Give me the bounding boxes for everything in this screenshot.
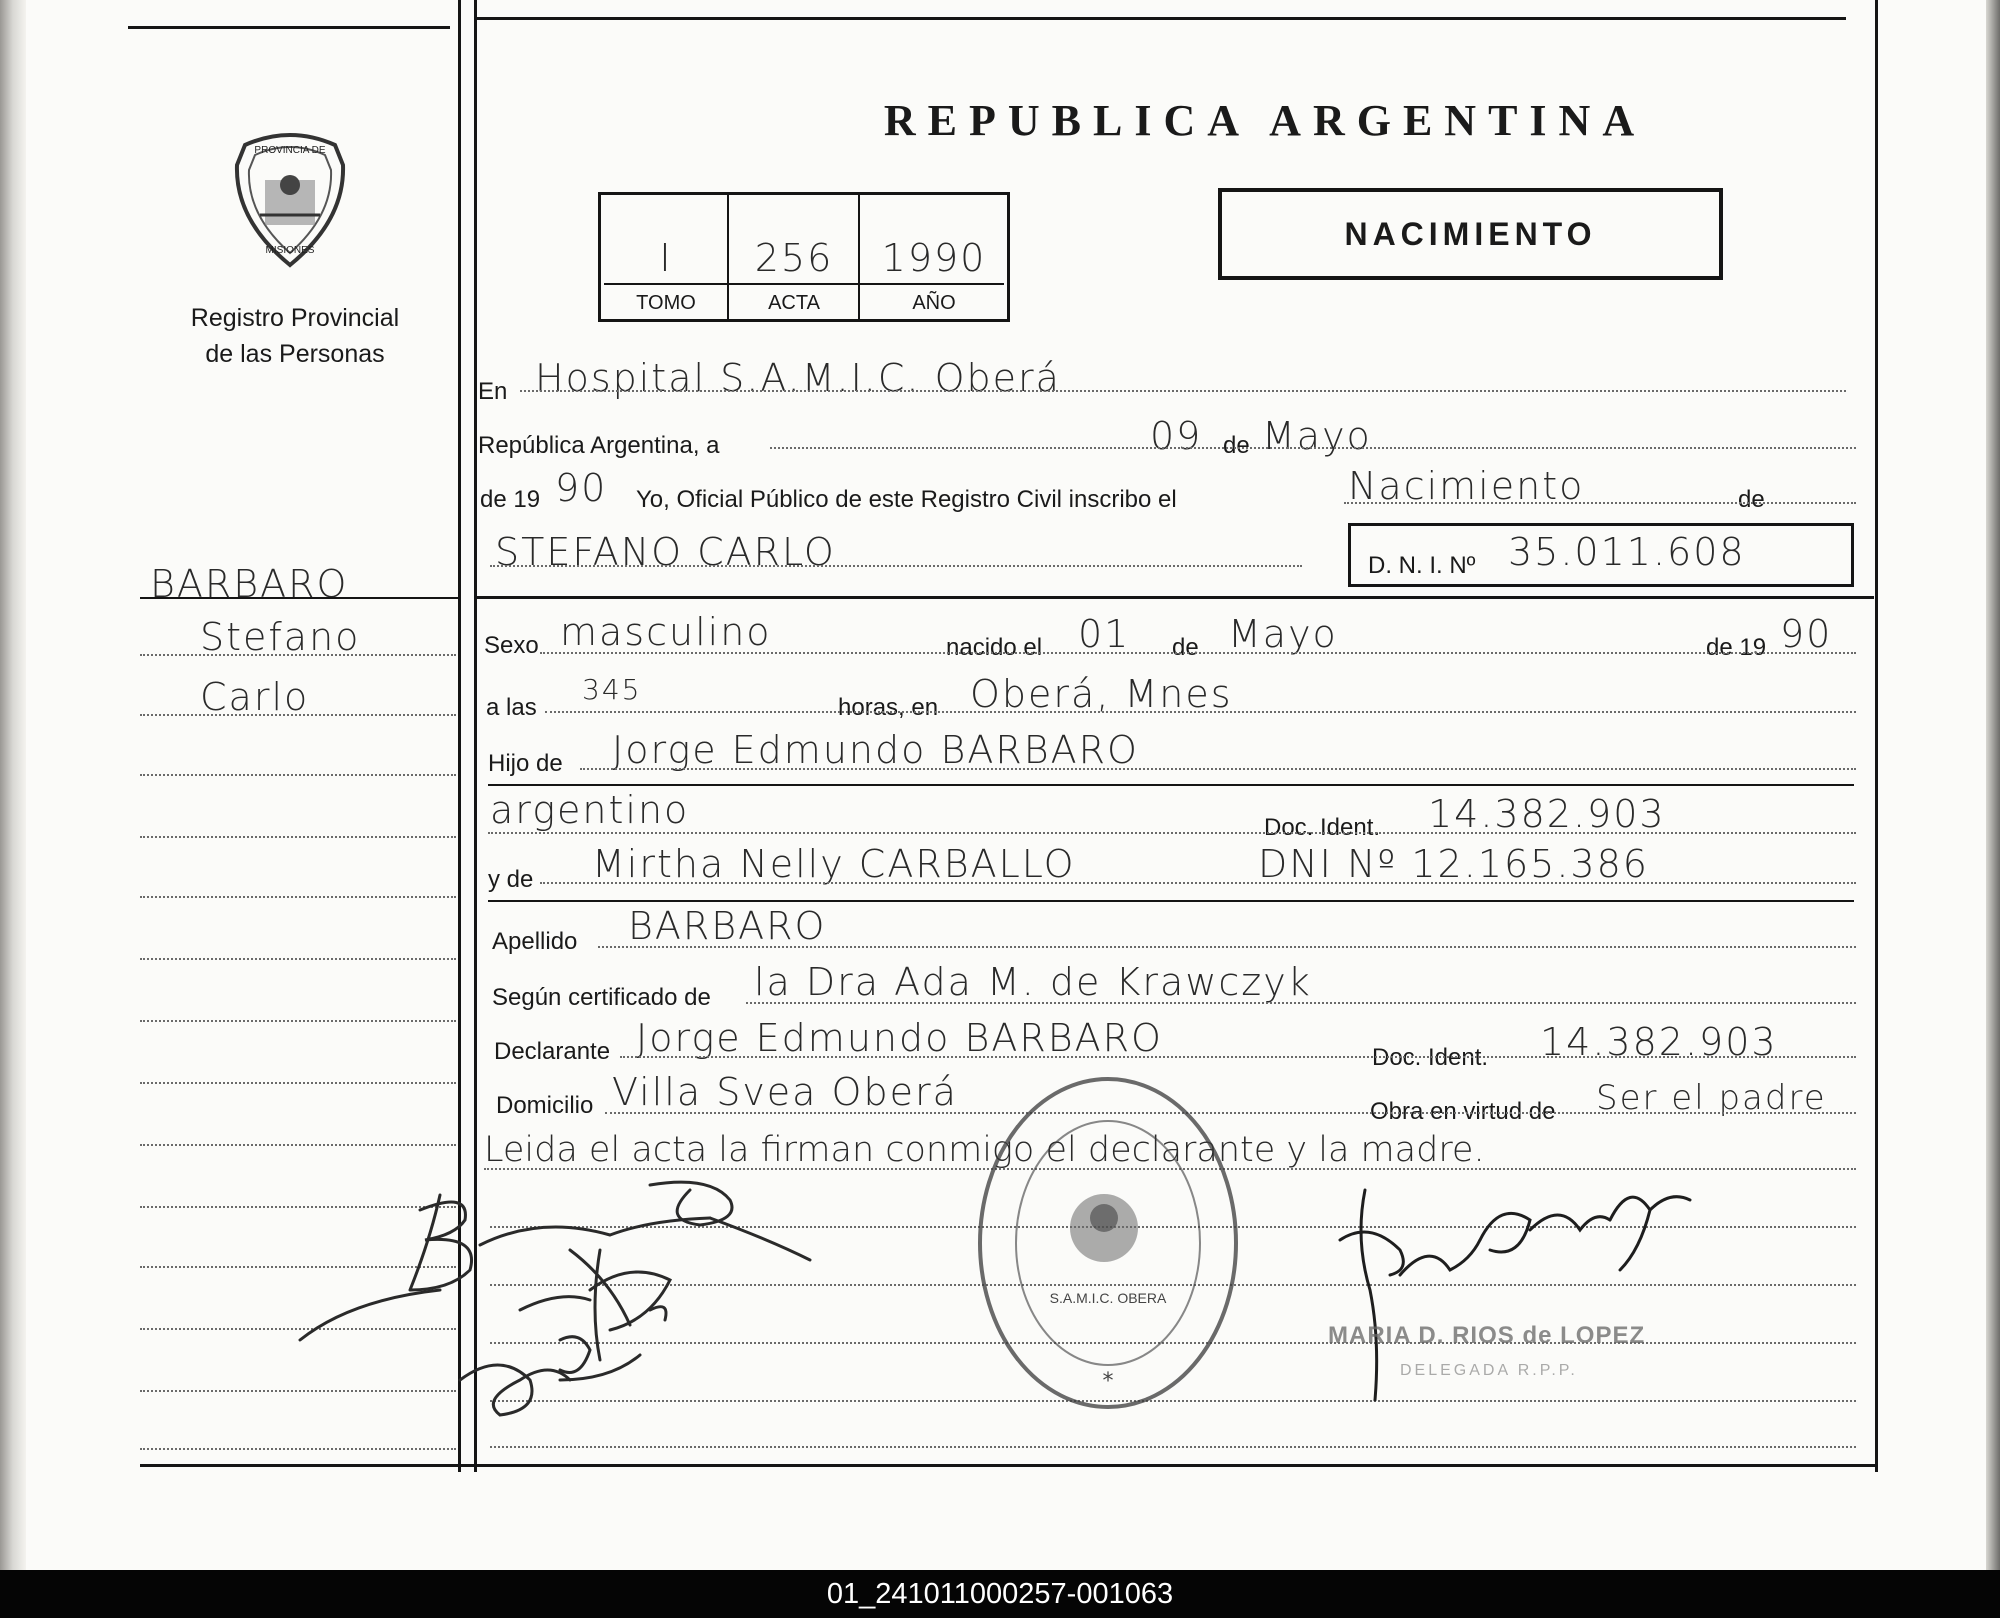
republica-label: República Argentina, a [478,432,720,459]
madre-value[interactable]: Mirtha Nelly CARBALLO [592,842,1076,886]
segun-value[interactable]: la Dra Ada M. de Krawczyk [754,960,1312,1004]
margin-rule [140,774,456,776]
hijo-label: Hijo de [488,750,563,777]
segun-line [746,1002,1856,1004]
registry-name [150,300,440,372]
padre-value[interactable]: Jorge Edmundo BARBARO [612,728,1139,772]
padre-nacionalidad[interactable]: argentino [490,788,690,832]
segun-label: Según certificado de [492,984,711,1011]
de-label: de [1223,432,1250,459]
dni-value[interactable]: 35.011.608 [1508,530,1746,574]
hora-value[interactable]: 345 [582,673,642,706]
margin-rule [140,714,456,716]
nacido-year-prefix: de 19 [1706,634,1767,661]
child-name[interactable]: STEFANO CARLO [495,530,836,574]
year-prefix: de 19 [480,486,541,513]
registry-seal-icon [968,1068,1248,1418]
sexo-label: Sexo [484,632,539,659]
sexo-line [540,652,1856,654]
doc-ident-label: Doc. Ident. [1264,814,1381,841]
obra-label: Obra en virtud de [1370,1098,1556,1125]
doc-ident-label2: Doc. Ident. [1372,1044,1489,1071]
svg-text:*: * [1102,1369,1114,1394]
top-rule-left [128,26,450,29]
declarante-label: Declarante [494,1038,611,1065]
nacido-year-suffix[interactable]: 90 [1780,612,1833,656]
horas-label: horas, en [838,694,939,721]
form-right-border [1875,0,1878,1472]
nacido-day[interactable]: 01 [1078,612,1131,656]
official-signature [1330,1180,1750,1420]
official-stamp-name: MARIA D. RIOS de LOPEZ [1328,1322,1646,1349]
margin-rule [140,896,456,898]
lugar-value[interactable]: Oberá, Mnes [970,672,1233,716]
top-rule-right [474,17,1846,20]
madre-line [540,882,1856,884]
acta-label: ACTA [768,292,820,314]
en-line [520,390,1846,392]
page-edge [1986,0,2000,1570]
tomo-value: I [659,236,673,280]
inscribo-line [1344,502,1856,504]
en-label: En [478,378,508,405]
misiones-crest-icon [225,125,355,275]
en-value[interactable]: Hospital S.A.M.I.C. Oberá [535,356,1061,400]
margin-given1: Stefano [200,615,361,659]
apellido-value[interactable]: BARBARO [628,904,827,948]
registry-line2: de las Personas [205,340,385,368]
a-las-label: a las [486,694,537,721]
inscribo-value[interactable]: Nacimiento [1348,464,1585,508]
official-stamp-title: DELEGADA R.P.P. [1400,1362,1578,1379]
nac-line [488,832,1856,834]
nacido-label: nacido el [946,634,1043,661]
day-value[interactable]: 09 [1150,414,1203,458]
yo-text: Yo, Oficial Público de este Registro Civil inscribo el [636,486,1177,513]
seal-inner-text: S.A.M.I.C. OBERA [1049,1290,1167,1306]
domicilio-label: Domicilio [496,1092,594,1119]
record-box-rule [604,283,1004,285]
madre-doc[interactable]: DNI Nº 12.165.386 [1258,842,1649,886]
sexo-value[interactable]: masculino [560,610,772,654]
section-rule-1 [474,596,1874,599]
date-line [770,447,1856,449]
crest-text-top: PROVINCIA DE [254,145,326,156]
page-title: REPUBLICA ARGENTINA [883,96,1647,145]
document-type-badge: NACIMIENTO [1218,188,1723,280]
apellido-label: Apellido [492,928,578,955]
anio-label: AÑO [912,292,956,314]
declarante-line [620,1056,1856,1058]
declarant-signatures [290,1180,940,1470]
padre-rule [488,784,1854,786]
domicilio-value[interactable]: Villa Svea Oberá [612,1070,958,1114]
book-spine [0,0,26,1570]
month-value[interactable]: Mayo [1262,414,1372,458]
de-label2: de [1738,486,1765,513]
padre-line [580,768,1856,770]
margin-rule [140,958,456,960]
margin-given2: Carlo [200,675,310,719]
margin-surname: BARBARO [150,562,349,606]
margin-rule [140,654,456,656]
year-suffix[interactable]: 90 [555,466,608,510]
margin-rule [140,836,456,838]
margin-rule [140,1082,456,1084]
image-caption: 01_241011000257-001063 [826,1578,1174,1610]
madre-rule [488,900,1854,902]
y-de-label: y de [488,866,534,893]
obra-value[interactable]: Ser el padre [1596,1078,1827,1118]
margin-rule [140,1020,456,1022]
margin-surname-rule [140,597,458,599]
hora-line [545,711,1856,713]
de-label3: de [1172,634,1199,661]
leida-text[interactable]: Leida el acta la firman conmigo el declarante y la madre. [484,1130,1485,1170]
margin-rule [140,1144,456,1146]
registry-line1: Registro Provincial [190,304,400,332]
acta-value: 256 [754,236,834,280]
declarante-value[interactable]: Jorge Edmundo BARBARO [636,1016,1163,1060]
nacido-month[interactable]: Mayo [1228,612,1338,656]
tomo-label: TOMO [636,292,696,314]
crest-text-bottom: MISIONES [265,245,315,256]
padre-doc[interactable]: 14.382.903 [1428,792,1666,836]
name-line [490,565,1302,567]
anio-value: 1990 [881,236,987,280]
declarante-doc[interactable]: 14.382.903 [1540,1020,1778,1064]
apellido-line [598,946,1856,948]
dni-label: D. N. I. Nº [1368,552,1476,579]
